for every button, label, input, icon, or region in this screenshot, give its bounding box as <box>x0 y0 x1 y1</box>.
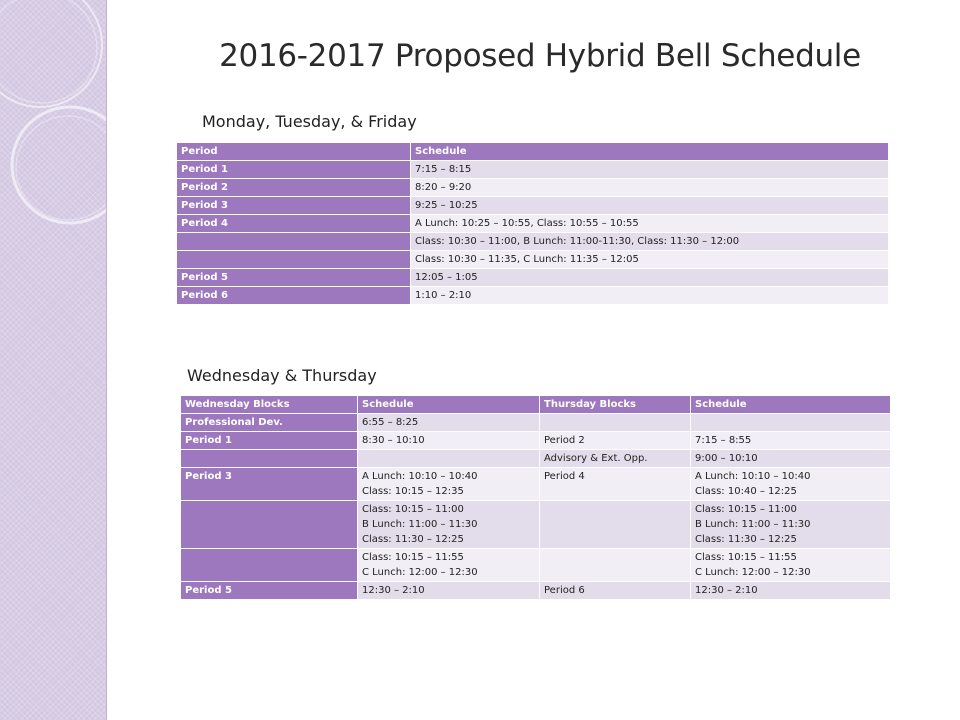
wednesday-schedule-cell <box>358 450 540 468</box>
thursday-schedule-cell <box>691 501 891 549</box>
schedule-line: Class: 10:15 – 11:55 <box>362 552 464 563</box>
schedule-cell: 12:05 – 1:05 <box>411 269 889 287</box>
thursday-block-cell: Advisory & Ext. Opp. <box>540 450 691 468</box>
schedule-cell: A Lunch: 10:25 – 10:55, Class: 10:55 – 10:55 <box>411 215 889 233</box>
table-row <box>181 468 891 501</box>
schedule-line: Class: 11:30 – 12:25 <box>695 534 797 545</box>
thursday-schedule-cell <box>691 432 891 450</box>
decorative-circles <box>0 0 106 720</box>
schedule-cell: 9:25 – 10:25 <box>411 197 889 215</box>
schedule-cell: Class: 10:30 – 11:35, C Lunch: 11:35 – 12:05 <box>411 251 889 269</box>
schedule-line: 12:30 – 2:10 <box>362 585 425 596</box>
schedule-line: Class: 10:15 – 11:00 <box>695 504 797 515</box>
schedule-cell: 8:20 – 9:20 <box>411 179 889 197</box>
wednesday-schedule-cell <box>358 468 540 501</box>
wednesday-block-cell: Period 5 <box>181 582 358 600</box>
wednesday-block-cell <box>181 501 358 549</box>
wednesday-block-cell: Period 3 <box>181 468 358 501</box>
schedule-line: 8:30 – 10:10 <box>362 435 425 446</box>
wed-thu-schedule-table <box>180 395 891 600</box>
thursday-schedule-cell <box>691 414 891 432</box>
schedule-line: 12:30 – 2:10 <box>695 585 758 596</box>
period-cell: Period 6 <box>177 287 411 305</box>
schedule-line: Class: 10:15 – 11:55 <box>695 552 797 563</box>
table-row <box>177 161 889 179</box>
column-header: Thursday Blocks <box>540 396 691 414</box>
wednesday-block-cell: Period 1 <box>181 432 358 450</box>
schedule-line: 7:15 – 8:55 <box>695 435 752 446</box>
thursday-schedule-cell <box>691 582 891 600</box>
schedule-line: B Lunch: 11:00 – 11:30 <box>362 519 478 530</box>
period-cell: Period 5 <box>177 269 411 287</box>
schedule-line: C Lunch: 12:00 – 12:30 <box>695 567 811 578</box>
period-cell <box>177 233 411 251</box>
table-row <box>177 179 889 197</box>
schedule-line: C Lunch: 12:00 – 12:30 <box>362 567 478 578</box>
thursday-schedule-cell <box>691 468 891 501</box>
table-header-row <box>177 143 889 161</box>
period-cell: Period 1 <box>177 161 411 179</box>
wednesday-block-cell <box>181 450 358 468</box>
section2-heading: Wednesday & Thursday <box>187 366 377 385</box>
table-row <box>181 501 891 549</box>
page-title: 2016-2017 Proposed Hybrid Bell Schedule <box>219 38 861 74</box>
column-header: Schedule <box>358 396 540 414</box>
schedule-cell: 7:15 – 8:15 <box>411 161 889 179</box>
table-header-row <box>181 396 891 414</box>
schedule-cell: 1:10 – 2:10 <box>411 287 889 305</box>
table-row <box>181 549 891 582</box>
table-row <box>181 414 891 432</box>
table-row <box>177 233 889 251</box>
schedule-line: B Lunch: 11:00 – 11:30 <box>695 519 811 530</box>
schedule-line: Class: 10:15 – 11:00 <box>362 504 464 515</box>
thursday-block-cell <box>540 501 691 549</box>
thursday-schedule-cell <box>691 549 891 582</box>
thursday-block-cell <box>540 414 691 432</box>
schedule-line: 9:00 – 10:10 <box>695 453 758 464</box>
wednesday-block-cell: Professional Dev. <box>181 414 358 432</box>
table-row <box>181 582 891 600</box>
table-row <box>177 269 889 287</box>
column-header: Period <box>177 143 411 161</box>
schedule-line: Class: 10:40 – 12:25 <box>695 486 797 497</box>
thursday-block-cell: Period 4 <box>540 468 691 501</box>
mtf-schedule-table <box>176 142 889 305</box>
period-cell <box>177 251 411 269</box>
table-row <box>181 450 891 468</box>
thursday-schedule-cell <box>691 450 891 468</box>
column-header: Schedule <box>411 143 889 161</box>
schedule-line: Class: 11:30 – 12:25 <box>362 534 464 545</box>
column-header: Schedule <box>691 396 891 414</box>
column-header: Wednesday Blocks <box>181 396 358 414</box>
wednesday-schedule-cell <box>358 501 540 549</box>
thursday-block-cell: Period 6 <box>540 582 691 600</box>
table-row <box>177 215 889 233</box>
wednesday-schedule-cell <box>358 549 540 582</box>
period-cell: Period 2 <box>177 179 411 197</box>
table-row <box>181 432 891 450</box>
thursday-block-cell <box>540 549 691 582</box>
table-row <box>177 287 889 305</box>
wednesday-schedule-cell <box>358 432 540 450</box>
table-row <box>177 251 889 269</box>
schedule-line: A Lunch: 10:10 – 10:40 <box>362 471 478 482</box>
schedule-cell: Class: 10:30 – 11:00, B Lunch: 11:00-11:30, Class: 11:30 – 12:00 <box>411 233 889 251</box>
schedule-line: Class: 10:15 – 12:35 <box>362 486 464 497</box>
wednesday-schedule-cell <box>358 414 540 432</box>
table-row <box>177 197 889 215</box>
wednesday-schedule-cell <box>358 582 540 600</box>
period-cell: Period 3 <box>177 197 411 215</box>
schedule-line: A Lunch: 10:10 – 10:40 <box>695 471 811 482</box>
schedule-line: 6:55 – 8:25 <box>362 417 419 428</box>
wednesday-block-cell <box>181 549 358 582</box>
decorative-sidebar <box>0 0 107 720</box>
period-cell: Period 4 <box>177 215 411 233</box>
section1-heading: Monday, Tuesday, & Friday <box>202 112 417 131</box>
thursday-block-cell: Period 2 <box>540 432 691 450</box>
